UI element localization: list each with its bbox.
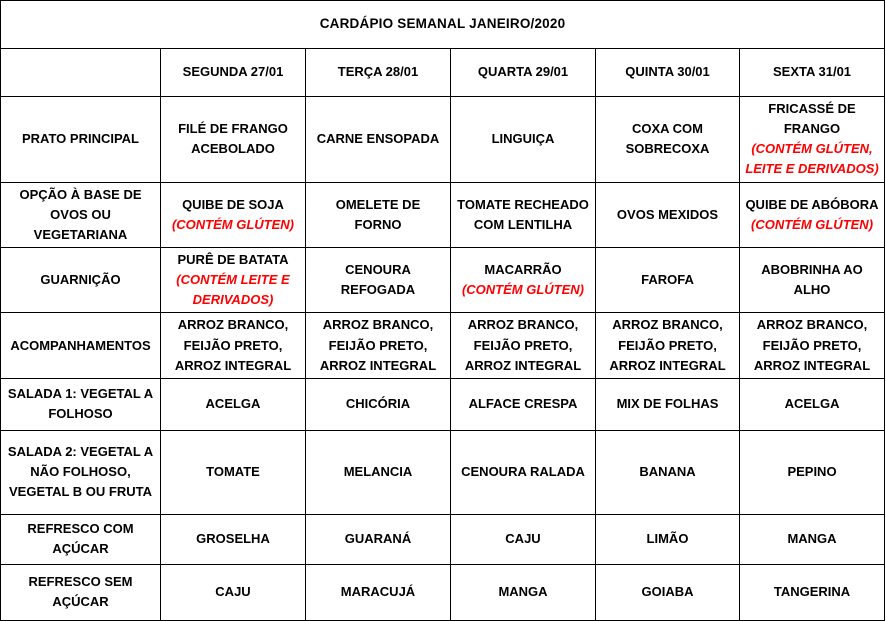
menu-cell <box>740 247 885 312</box>
day-header-thursday: QUINTA 30/01 <box>596 49 740 97</box>
menu-cell <box>596 247 740 312</box>
menu-cell <box>161 514 306 564</box>
allergen-note: (CONTÉM GLÚTEN, LEITE E DERIVADOS) <box>745 141 879 177</box>
menu-cell <box>306 564 451 620</box>
menu-cell <box>161 313 306 378</box>
row-label: ACOMPANHAMENTOS <box>1 313 161 378</box>
menu-cell <box>306 514 451 564</box>
cell-text: TANGERINA <box>773 584 851 600</box>
menu-cell <box>740 313 885 378</box>
allergen-note: (CONTÉM GLÚTEN) <box>461 282 585 298</box>
menu-cell <box>306 97 451 183</box>
menu-cell <box>306 378 451 430</box>
menu-cell <box>451 564 596 620</box>
cell-text: FRICASSÉ DE FRANGO <box>768 101 856 137</box>
menu-cell <box>740 564 885 620</box>
menu-cell <box>596 182 740 247</box>
cell-text: MACARRÃO <box>484 262 562 278</box>
table-row-guarnicao <box>1 247 885 312</box>
menu-cell <box>161 430 306 514</box>
table-row-salada-2 <box>1 430 885 514</box>
cell-text: CENOURA RALADA <box>461 464 585 480</box>
table-row-salada-1 <box>1 378 885 430</box>
header-row <box>1 49 885 97</box>
allergen-note: (CONTÉM GLÚTEN) <box>750 216 874 232</box>
title-row <box>1 1 885 49</box>
cell-text: ABOBRINHA AO ALHO <box>761 262 863 298</box>
cell-text: ARROZ BRANCO, FEIJÃO PRETO, ARROZ INTEGRAL <box>464 317 582 373</box>
cell-text: QUIBE DE SOJA <box>182 196 284 212</box>
day-header-tuesday: TERÇA 28/01 <box>306 49 451 97</box>
row-label: OPÇÃO À BASE DE OVOS OU VEGETARIANA <box>1 182 161 247</box>
row-label: REFRESCO SEM AÇÚCAR <box>1 564 161 620</box>
row-label: REFRESCO COM AÇÚCAR <box>1 514 161 564</box>
cell-text: ARROZ BRANCO, FEIJÃO PRETO, ARROZ INTEGRAL <box>319 317 437 373</box>
table-row-prato-principal <box>1 97 885 183</box>
row-label: SALADA 2: VEGETAL A NÃO FOLHOSO, VEGETAL B OU FRUTA <box>1 430 161 514</box>
page-title: CARDÁPIO SEMANAL JANEIRO/2020 <box>1 1 885 49</box>
cell-text: PEPINO <box>787 464 837 480</box>
cell-text: GROSELHA <box>196 531 270 547</box>
menu-cell <box>306 247 451 312</box>
cell-text: ACELGA <box>205 396 261 412</box>
row-label: GUARNIÇÃO <box>1 247 161 312</box>
table-row-refresco-com-acucar <box>1 514 885 564</box>
menu-cell <box>161 564 306 620</box>
allergen-note: (CONTÉM LEITE E DERIVADOS) <box>176 272 290 308</box>
menu-cell <box>451 313 596 378</box>
cell-text: ARROZ BRANCO, FEIJÃO PRETO, ARROZ INTEGRAL <box>609 317 726 373</box>
menu-cell <box>740 430 885 514</box>
menu-cell <box>596 313 740 378</box>
cell-text: COXA COM SOBRECOXA <box>625 121 710 157</box>
menu-cell <box>451 378 596 430</box>
table-row-refresco-sem-acucar <box>1 564 885 620</box>
cell-text: FAROFA <box>641 272 694 288</box>
cell-text: MELANCIA <box>343 464 413 480</box>
menu-cell <box>451 247 596 312</box>
cell-text: OMELETE DE FORNO <box>335 196 421 232</box>
cell-text: ALFACE CRESPA <box>468 396 578 412</box>
cell-text: CHICÓRIA <box>345 396 411 412</box>
menu-cell <box>161 247 306 312</box>
cell-text: CENOURA REFOGADA <box>340 262 416 298</box>
menu-cell <box>451 430 596 514</box>
menu-cell <box>451 97 596 183</box>
day-header-wednesday: QUARTA 29/01 <box>451 49 596 97</box>
cell-text: ARROZ BRANCO, FEIJÃO PRETO, ARROZ INTEGRAL <box>753 317 871 373</box>
menu-cell <box>161 378 306 430</box>
menu-cell <box>161 97 306 183</box>
cell-text: BANANA <box>639 464 696 480</box>
menu-cell <box>306 313 451 378</box>
menu-cell <box>596 564 740 620</box>
row-label: SALADA 1: VEGETAL A FOLHOSO <box>1 378 161 430</box>
cell-text: MANGA <box>498 584 548 600</box>
cell-text: MARACUJÁ <box>340 584 416 600</box>
cell-text: MANGA <box>787 531 837 547</box>
cell-text: GOIABA <box>641 584 694 600</box>
cell-text: ACELGA <box>784 396 840 412</box>
cell-text: OVOS MEXIDOS <box>616 206 719 222</box>
cell-text: MIX DE FOLHAS <box>616 396 719 412</box>
menu-cell <box>596 430 740 514</box>
menu-cell <box>740 378 885 430</box>
menu-cell <box>740 514 885 564</box>
cell-text: CAJU <box>505 531 541 547</box>
menu-cell <box>306 182 451 247</box>
menu-cell <box>596 97 740 183</box>
menu-cell <box>306 430 451 514</box>
menu-cell <box>740 97 885 183</box>
menu-cell <box>740 182 885 247</box>
cell-text: GUARANÁ <box>344 531 412 547</box>
menu-cell <box>451 514 596 564</box>
day-header-friday: SEXTA 31/01 <box>740 49 885 97</box>
cell-text: ARROZ BRANCO, FEIJÃO PRETO, ARROZ INTEGRAL <box>174 317 292 373</box>
row-label: PRATO PRINCIPAL <box>1 97 161 183</box>
menu-cell <box>596 378 740 430</box>
menu-cell <box>596 514 740 564</box>
menu-cell <box>451 182 596 247</box>
cell-text: TOMATE RECHEADO COM LENTILHA <box>457 196 589 232</box>
cell-text: FILÉ DE FRANGO ACEBOLADO <box>178 121 288 157</box>
cell-text: LIMÃO <box>646 531 689 547</box>
table-row-opcao-ovos-vegetariana <box>1 182 885 247</box>
corner-cell <box>1 49 161 97</box>
cell-text: CAJU <box>215 584 251 600</box>
cell-text: TOMATE <box>206 464 260 480</box>
allergen-note: (CONTÉM GLÚTEN) <box>171 216 295 232</box>
day-header-monday: SEGUNDA 27/01 <box>161 49 306 97</box>
cell-text: CARNE ENSOPADA <box>316 131 440 147</box>
cell-text: QUIBE DE ABÓBORA <box>745 196 879 212</box>
menu-cell <box>161 182 306 247</box>
table-row-acompanhamentos <box>1 313 885 378</box>
cell-text: PURÊ DE BATATA <box>177 251 289 267</box>
cell-text: LINGUIÇA <box>491 131 555 147</box>
